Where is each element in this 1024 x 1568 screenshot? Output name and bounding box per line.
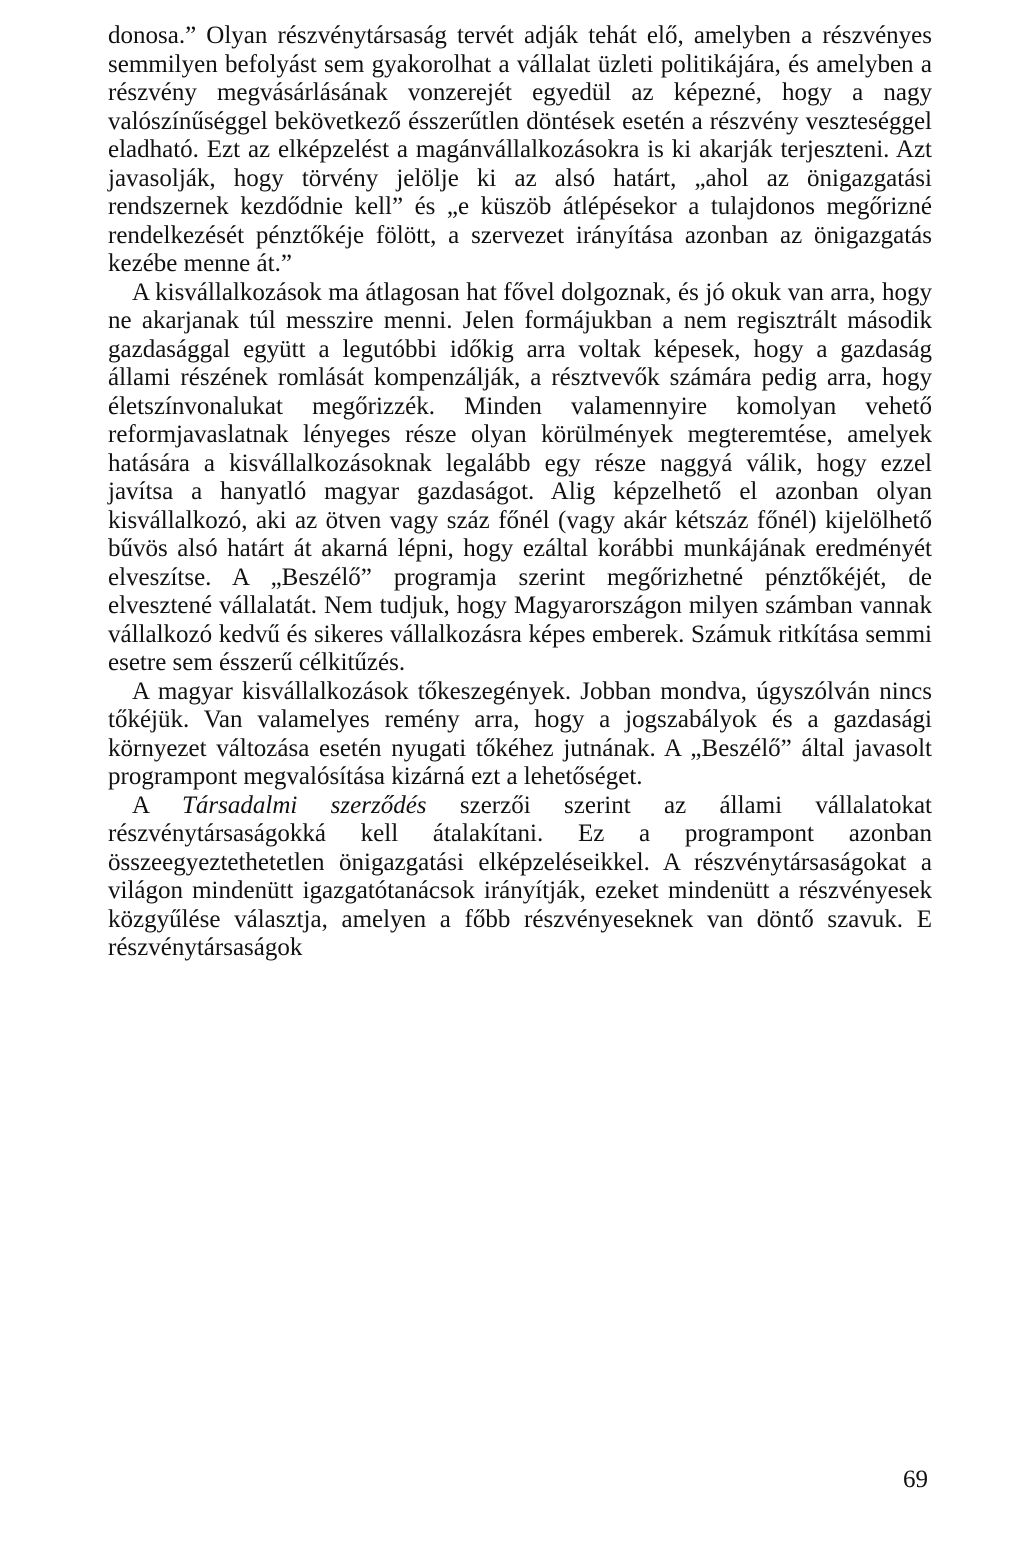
document-page — [108, 22, 932, 1542]
paragraph-4-start: A — [132, 791, 183, 819]
page-number: 69 — [903, 1466, 928, 1493]
paragraph-1: donosa.” Olyan részvénytársaság tervét adják tehát elő, amelyben a részvényes semmilyen befolyást sem gyakorolhat a vállalat üzleti politikájára, és amelyben a részvény megvásárlásának vonzerejét egyedül az képezné, hogy a nagy valószínűséggel bekövetkező ésszerűtlen döntések esetén a részvény veszteséggel eladható. Ezt az elképzelést a magánvállalkozásokra is ki akarják terjeszteni. Azt javasolják, hogy törvény jelölje ki az alsó határt, „ahol az önigazgatási rendszernek kezdődnie kell” és „e küszöb átlépésekor a tulajdonos megőrizné rendelkezését pénztőkéje fölött, a szervezet irányítása azonban az önigazgatás kezébe menne át.” — [108, 22, 932, 277]
paragraph-3: A magyar kisvállalkozások tőkeszegények. Jobban mondva, úgyszólván nincs tőkéjük. Van valamelyes remény arra, hogy a jogszabályok és a gazdasági környezet változása esetén nyugati tőkéhez jutnának. A „Beszélő” által javasolt programpont megvalósítása kizárná ezt a lehetőséget. — [108, 677, 932, 790]
paragraph-2: A kisvállalkozások ma átlagosan hat fővel dolgoznak, és jó okuk van arra, hogy ne akarjanak túl messzire menni. Jelen formájukban a nem regisztrált második gazdasággal együtt a legutóbbi időkig arra voltak képesek, hogy a gazdaság állami részének romlását kompenzálják, a résztvevők számára pedig arra, hogy életszínvonalukat megőrizzék. Minden valamennyire komolyan vehető reformjavaslatnak lényeges része olyan körülmények megteremtése, amelyek hatására a kisvállalkozásoknak legalább egy része naggyá válik, hogy ezzel javítsa a hanyatló magyar gazdaságot. Alig képzelhető el azonban olyan kisvállalkozó, aki az ötven vagy száz főnél (vagy akár kétszáz főnél) kijelölhető bűvös alsó határt át akarná lépni, hogy ezáltal korábbi munkájának eredményét elveszítse. A „Beszélő” programja szerint megőrizhetné pénztőkéjét, de elvesztené vállalatát. Nem tudjuk, hogy Magyarországon milyen számban vannak vállalkozó kedvű és sikeres vállalkozásra képes emberek. Számuk ritkítása semmi esetre sem ésszerű célkitűzés. — [108, 278, 932, 676]
italic-title: Társadalmi szerződés — [182, 791, 427, 819]
paragraph-4-rest: szerzői szerint az állami vállalatokat részvénytársaságokká kell átalakítani. Ez a programpont azonban összeegyeztethetetlen önigazgatási elképzeléseikkel. A részvénytársaságokat a világon mindenütt igazgatótanácsok irányítják, ezeket mindenütt a részvényesek közgyűlése választja, amelyen a főbb részvényeseknek van döntő szavuk. E részvénytársaságok — [108, 791, 932, 961]
paragraph-4 — [108, 792, 932, 963]
